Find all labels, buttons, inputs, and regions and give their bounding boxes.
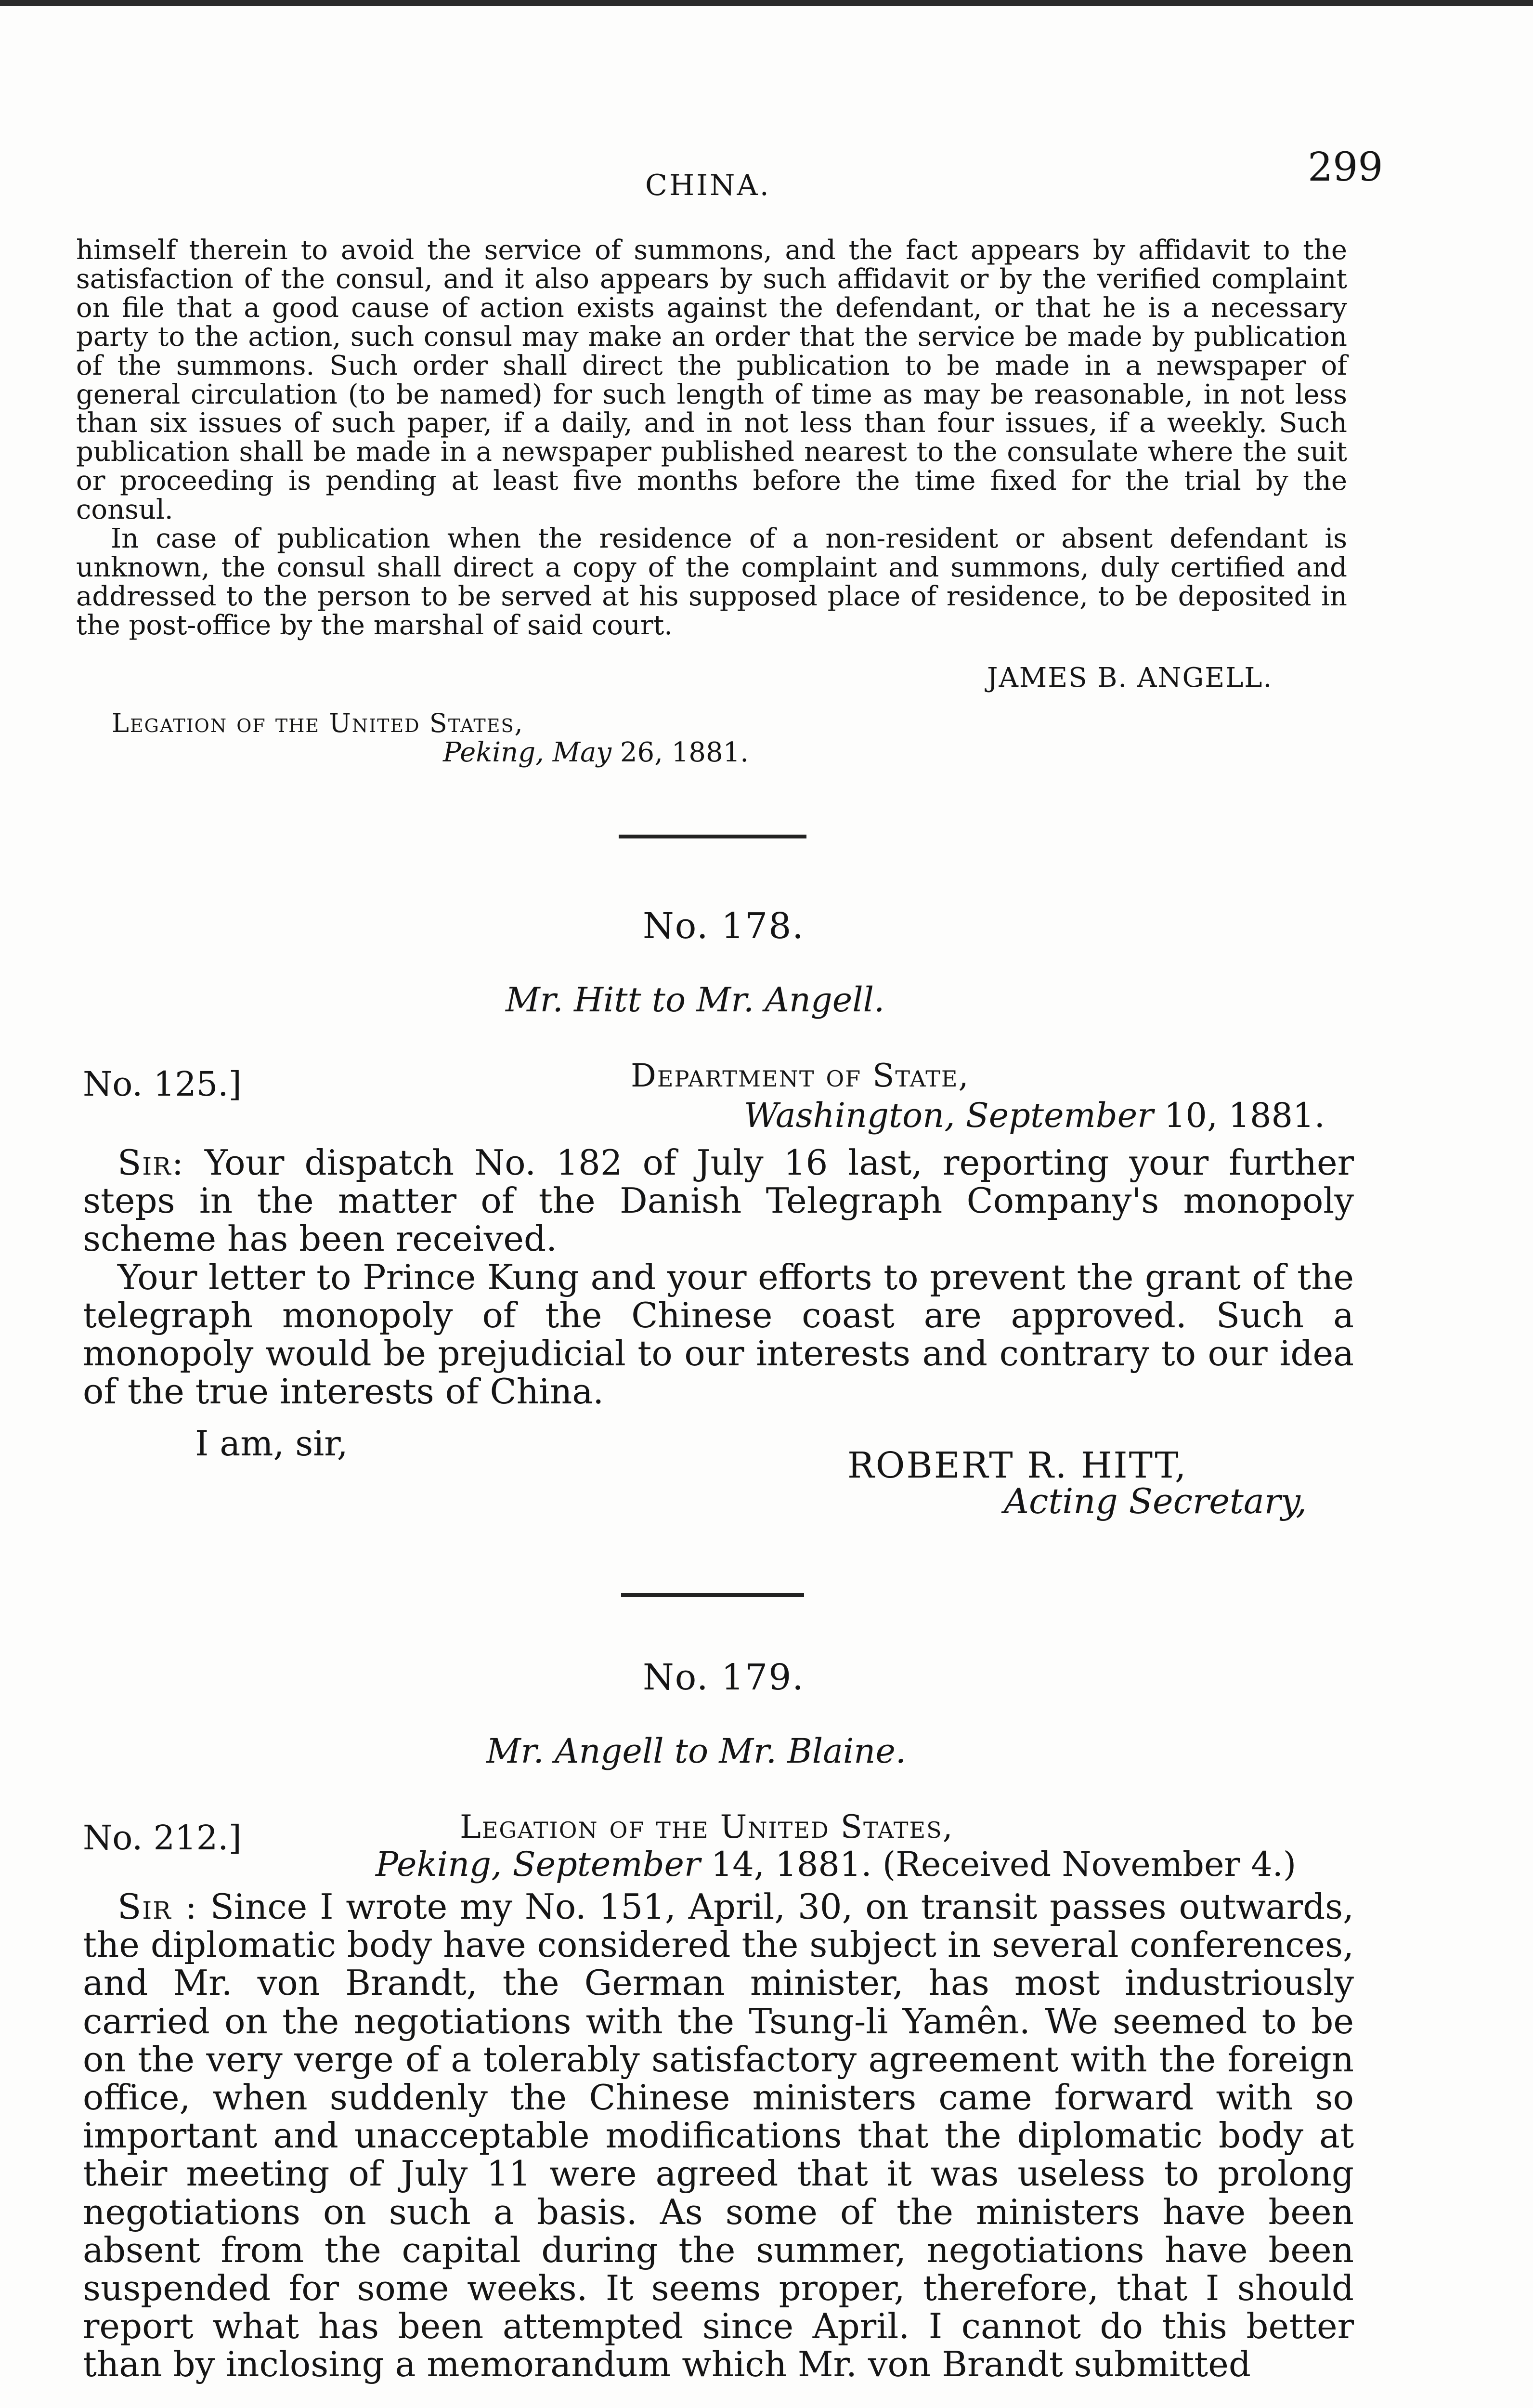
signature-hitt: ROBERT R. HITT, (847, 1445, 1188, 1486)
section-rule (621, 1593, 804, 1597)
continuation-text (76, 236, 1347, 640)
date-rest: 10, 1881. (1164, 1096, 1325, 1135)
continuation-paragraph: In case of publication when the residence of a non-resident or absent defendant is unknown, the consul shall direct a copy of the complaint and summons, duly certified and addressed to the person to be served at his supposed place of residence, to be deposited in the post-office by the marshal of said court. (76, 523, 1347, 641)
document-route: Mr. Hitt to Mr. Angell. (506, 980, 885, 1020)
dateline (744, 1096, 1325, 1135)
date-month: September (512, 1845, 701, 1884)
dateline (443, 737, 749, 768)
department-heading: Department of State, (631, 1057, 970, 1094)
salutation: Sir : (117, 1886, 198, 1927)
document-number: No. 179. (643, 1657, 805, 1698)
closing: I am, sir, (195, 1423, 348, 1464)
body-paragraph (83, 1144, 1354, 1258)
document-route: Mr. Angell to Mr. Blaine. (486, 1731, 907, 1771)
date-place: Washington, (744, 1096, 955, 1135)
date-place: Peking, (376, 1845, 502, 1884)
body-paragraph: Your letter to Prince Kung and your efforts to prevent the grant of the telegraph monopoly of the Chinese coast are approved. Such a monopoly would be prejudicial to our interests and contrary to our idea of the true interests of China. (83, 1256, 1354, 1412)
signature-title: Acting Secretary, (1004, 1481, 1307, 1521)
date-month: May (552, 737, 612, 768)
dateline (376, 1845, 1296, 1884)
continuation-paragraph: himself therein to avoid the service of summons, and the fact appears by affidavit to the satisfaction of the consul, and it also appears by such affidavit or by the verified complaint on file that a good cause of action exists against the defendant, or that he is a necessary party to the action, such consul may make an order that the service be made by publication of the summons. Such order shall direct the publication to be made in a newspaper of general circulation (to be named) for such length of time as may be reasonable, in not less than six issues of such paper, if a daily, and in not less than four issues, if a weekly. Such publication shall be made in a newspaper published nearest to the consulate where the suit or proceeding is pending at least five months before the time fixed for the trial by the consul. (76, 235, 1347, 526)
date-month: September (965, 1096, 1154, 1135)
paragraph-text: Your dispatch No. 182 of July 16 last, reporting your further steps in the matter of the Danish Telegraph Company's monopoly scheme has been received. (83, 1142, 1354, 1259)
legation-heading: Legation of the United States, (460, 1808, 954, 1845)
letter-body (83, 1144, 1354, 1411)
letter-body (83, 1888, 1354, 2383)
page-number: 299 (1308, 144, 1383, 190)
running-title: CHINA. (645, 169, 771, 202)
date-place: Peking, (443, 737, 544, 768)
signature-angell: JAMES B. ANGELL. (987, 662, 1273, 694)
page-top-edge (0, 0, 1533, 6)
date-rest: 14, 1881. (Received November 4.) (711, 1845, 1297, 1884)
paragraph-text: Since I wrote my No. 151, April, 30, on transit passes outwards, the diplomatic body have considered the subject in several conferences, and Mr. von Brandt, the German minister, has most industriously carried on the negotiations with the Tsung-li Yamên. We seemed to be on the very verge of a tolerably satisfactory agreement with the foreign office, when suddenly the Chinese ministers came forward with so important and unacceptable modifications that the diplomatic body at their meeting of July 11 were agreed that it was useless to prolong negotiations on such a basis. As some of the ministers have been absent from the capital during the summer, negotiations have been suspended for some weeks. It seems proper, therefore, that I should report what has been attempted since April. I cannot do this better than by inclosing a memorandum which Mr. von Brandt submitted (83, 1886, 1354, 2385)
legation-heading: Legation of the United States, (112, 708, 524, 738)
section-rule (619, 835, 806, 838)
body-paragraph (83, 1888, 1354, 2383)
salutation: Sir: (117, 1142, 184, 1183)
dispatch-reference: No. 125.] (83, 1064, 242, 1104)
dispatch-reference: No. 212.] (83, 1818, 242, 1858)
date-rest: 26, 1881. (620, 737, 749, 768)
document-number: No. 178. (643, 905, 805, 947)
